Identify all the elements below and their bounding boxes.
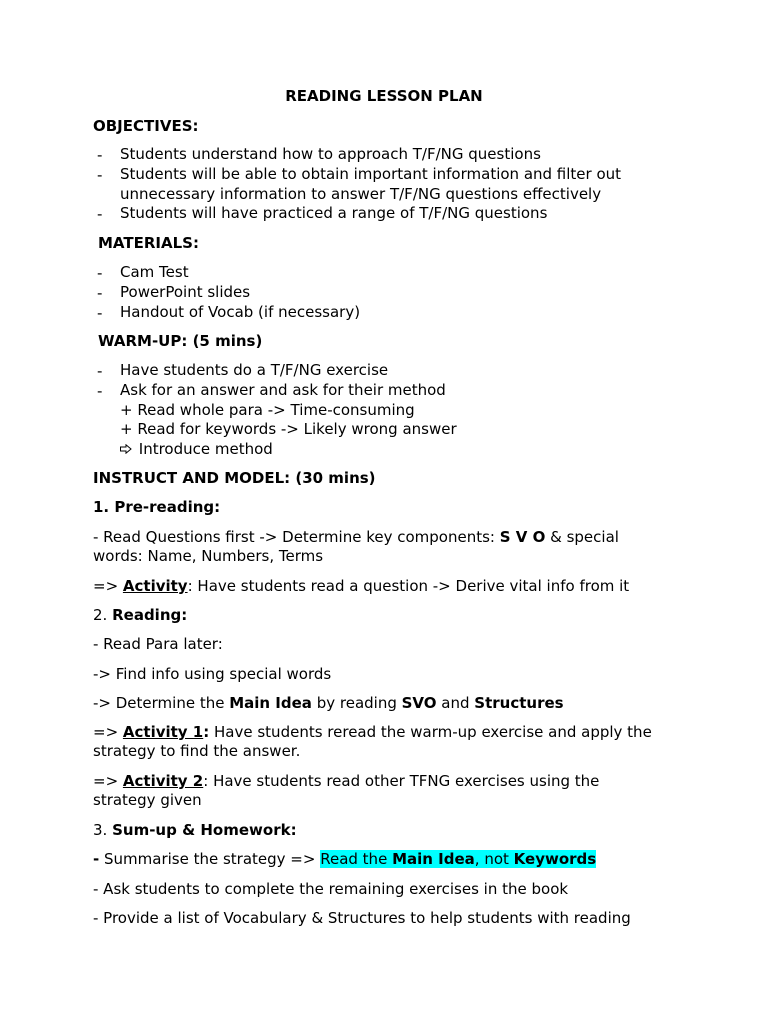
prereading-line-continued: words: Name, Numbers, Terms <box>93 547 324 565</box>
sumup-heading: Sum-up & Homework: <box>112 821 297 839</box>
instruct-heading: INSTRUCT AND MODEL: (30 mins) <box>93 469 376 487</box>
bullet-dash: - <box>97 146 103 164</box>
text-run: - Read Questions first -> Determine key components: <box>93 528 500 546</box>
prereading-activity <box>93 577 629 596</box>
reading-heading-line <box>93 606 187 625</box>
material-item: Cam Test <box>120 263 189 281</box>
warmup-subitem: + Read for keywords -> Likely wrong answer <box>120 420 457 438</box>
objective-item-continued: unnecessary information to answer T/F/NG questions effectively <box>120 185 602 203</box>
objective-item: Students will have practiced a range of T/F/NG questions <box>120 204 548 222</box>
text-run: : Have students read other TFNG exercises using the <box>203 772 600 790</box>
outlined-right-arrow-icon <box>120 440 134 459</box>
text-run: and <box>436 694 475 712</box>
text-run: => <box>93 723 123 741</box>
activity-1-line-continued: strategy to find the answer. <box>93 742 301 760</box>
reading-line: - Read Para later: <box>93 635 223 653</box>
bullet-dash: - <box>97 382 103 400</box>
text-run: -> Determine the <box>93 694 230 712</box>
warmup-heading: WARM-UP: (5 mins) <box>98 332 263 350</box>
bullet-dash: - <box>97 166 103 184</box>
main-idea-bold: Main Idea <box>229 694 312 712</box>
objectives-heading: OBJECTIVES: <box>93 117 199 135</box>
page-title: READING LESSON PLAN <box>285 87 483 105</box>
sumup-heading-line <box>93 821 297 840</box>
material-item: Handout of Vocab (if necessary) <box>120 303 361 321</box>
text-run: : Have students read a question -> Derive vital info from it <box>187 577 630 595</box>
activity-2-label: Activity 2 <box>122 772 204 790</box>
warmup-subitem: + Read whole para -> Time-consuming <box>120 401 415 419</box>
bullet-dash: - <box>97 304 103 322</box>
warmup-item: Have students do a T/F/NG exercise <box>120 361 389 379</box>
text-run: => <box>93 577 123 595</box>
warmup-item: Ask for an answer and ask for their method <box>120 381 446 399</box>
bullet-dash: - <box>97 264 103 282</box>
prereading-line <box>93 528 619 547</box>
text-run: , not <box>474 850 514 868</box>
highlighted-strategy <box>320 850 596 868</box>
keywords-bold: Keywords <box>513 850 597 868</box>
text-run: Summarise the strategy => <box>99 850 321 868</box>
text-run: : <box>203 723 210 741</box>
activity-1-label: Activity 1 <box>122 723 204 741</box>
sumup-line <box>93 850 596 869</box>
text-run: Have students reread the warm-up exercise and apply the <box>209 723 652 741</box>
materials-heading: MATERIALS: <box>98 234 199 252</box>
text-run: by reading <box>311 694 402 712</box>
activity-2-line <box>93 772 599 791</box>
activity-label: Activity <box>122 577 188 595</box>
warmup-intro-text: Introduce method <box>138 440 273 458</box>
prereading-heading: 1. Pre-reading: <box>93 498 221 516</box>
activity-2-line-continued: strategy given <box>93 791 202 809</box>
bullet-dash: - <box>97 284 103 302</box>
text-run: Read the <box>320 850 393 868</box>
bullet-dash: - <box>97 205 103 223</box>
reading-line <box>93 694 564 713</box>
structures-bold: Structures <box>474 694 564 712</box>
svo-bold: SVO <box>401 694 437 712</box>
text-run: & special <box>545 528 619 546</box>
text-run: - <box>93 850 100 868</box>
objective-item: Students will be able to obtain important information and filter out <box>120 165 622 183</box>
svo-bold: S V O <box>499 528 546 546</box>
objective-item: Students understand how to approach T/F/NG questions <box>120 145 541 163</box>
reading-heading: Reading: <box>112 606 188 624</box>
text-run: => <box>93 772 123 790</box>
section-number: 2. <box>93 606 113 624</box>
sumup-line: - Provide a list of Vocabulary & Structures to help students with reading <box>93 909 631 927</box>
warmup-intro-line <box>120 440 273 459</box>
main-idea-bold: Main Idea <box>392 850 475 868</box>
activity-1-line <box>93 723 652 742</box>
bullet-dash: - <box>97 362 103 380</box>
section-number: 3. <box>93 821 113 839</box>
sumup-line: - Ask students to complete the remaining exercises in the book <box>93 880 569 898</box>
material-item: PowerPoint slides <box>120 283 251 301</box>
reading-line: -> Find info using special words <box>93 665 332 683</box>
